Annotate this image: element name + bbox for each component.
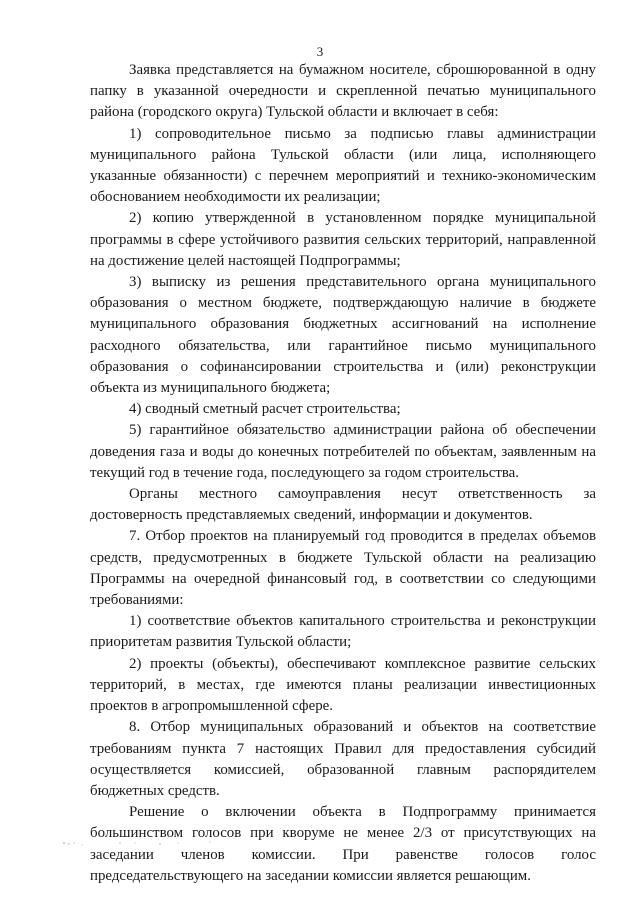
paragraph-section-7: 7. Отбор проектов на планируемый год проводится в пределах объемов средств, предусмотренных в бюджете Тульской области на реализацию Программы на очередной финансовый год, в соответствии со следующими требованиями:	[90, 528, 596, 609]
paragraph-requirement-1: 1) соответствие объектов капитального строительства и реконструкции приоритетам развития Тульской области;	[90, 613, 596, 651]
paragraph-item-budget-extract: 3) выписку из решения представительного органа муниципального образования о местном бюджете, подтверждающую наличие в бюджете муниципального образования бюджетных ассигнований на исполнение расходного обязательства, или гарантийное письмо муниципального образования о софинансировании строительства и (или) реконструкции объекта из муниципального бюджета;	[90, 274, 596, 397]
paragraph-requirement-2: 2) проекты (объекты), обеспечивают комплексное развитие сельских территорий, в местах, где имеются планы реализации инвестиционных проектов в агропромышленной сфере.	[90, 655, 596, 715]
paragraph-item-cover-letter: 1) сопроводительное письмо за подписью главы администрации муниципального района Тульской области (или лица, исполняющего указанные обязанности) с перечнем мероприятий и технико-экономическим обоснованием необходимости их реализации;	[90, 125, 596, 206]
scan-noise	[60, 835, 220, 851]
paragraph-responsibility: Органы местного самоуправления несут ответственность за достоверность представляемых сведений, информации и документов.	[90, 486, 596, 524]
paragraph-item-cost-estimate: 4) сводный сметный расчет строительства;	[129, 401, 401, 418]
paragraph-item-program-copy: 2) копию утвержденной в установленном порядке муниципальной программы в сфере устойчивого развития сельских территорий, направленной на достижение целей настоящей Подпрограммы;	[90, 210, 596, 269]
paragraph-decision: Решение о включении объекта в Подпрограмму принимается большинством голосов при кворуме не менее 2/3 от присутствующих на заседании членов комиссии. При равенстве голосов голос председательствующего на заседании комиссии является решающим.	[90, 804, 596, 884]
paragraph-section-8: 8. Отбор муниципальных образований и объектов на соответствие требованиям пункта 7 настоящих Правил для предоставления субсидий осуществляется комиссией, образованной главным распорядителем бюджетных средств.	[90, 719, 596, 799]
paragraph-item-guarantee: 5) гарантийное обязательство администрации района об обеспечении доведения газа и воды до конечных потребителей по объектам, заявленным на текущий год в течение года, последующего за годом строительства.	[90, 422, 596, 481]
document-body	[90, 60, 596, 887]
paragraph-application-intro: Заявка представляется на бумажном носителе, сброшюрованной в одну папку в указанной очередности и скрепленной печатью муниципального района (городского округа) Тульской области и включает в себя:	[90, 62, 596, 121]
page-number: 3	[316, 44, 324, 59]
